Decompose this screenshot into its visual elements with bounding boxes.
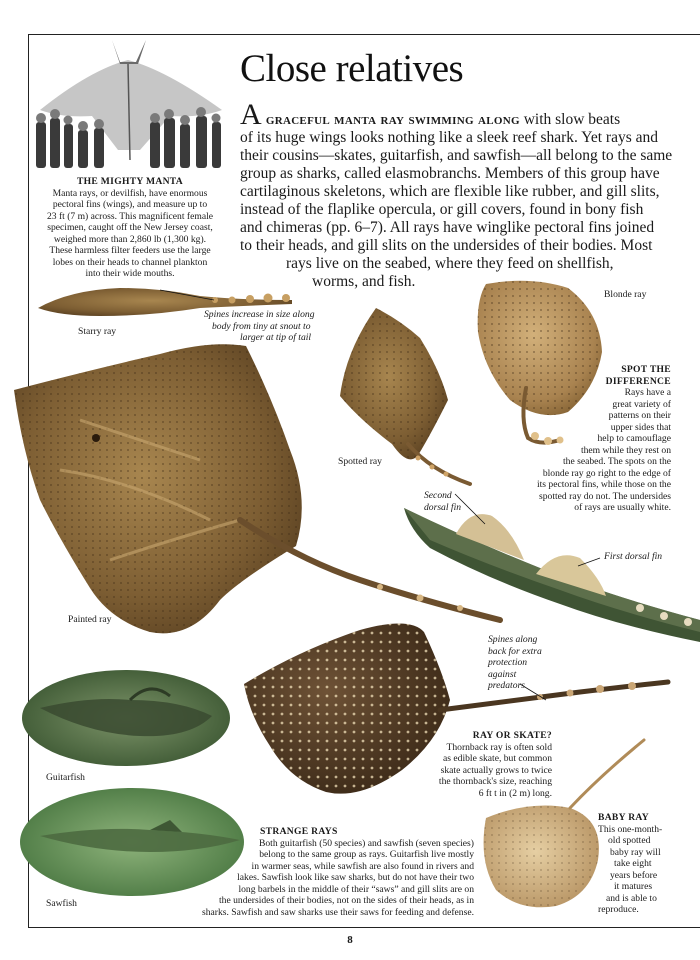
intro-line: of its huge wings looks nothing like a sleek reef shark. Yet rays and [240, 129, 659, 146]
intro-line: their cousins—skates, guitarfish, and sawfish—all belong to the same [240, 147, 673, 164]
baby-ray-caption: BABY RAY This one-month- old spotted baby ray will take eight years before it matures and is able to reproduce. [598, 812, 663, 915]
manta-caption: THE MIGHTY MANTA Manta rays, or devilfish, have enormous pectoral fins (wings), and measure up to 23 ft (7 m) across. This magnificent female specimen, caught off the New Jersey coast, weighed more than 2,860 lb (1,300 kg). These harmless filter feeders use the large lobes on their heads to channel plankton into their wide mouths. [30, 176, 230, 280]
intro-line: instead of the flaplike opercula, or gill covers, found in bony fish [240, 201, 644, 218]
ray-or-skate-caption: RAY OR SKATE? Thornback ray is often sold as edible skate, but common skate actually grows to twice the thornback's size, reaching 6 ft t in (2 m) long. [438, 730, 552, 799]
drop-cap: A [240, 98, 262, 131]
label-guitarfish: Guitarfish [46, 772, 85, 783]
intro-line-1: A graceful manta ray swimming along with slow beats [240, 98, 621, 131]
page-number: 8 [347, 934, 353, 946]
label-sawfish: Sawfish [46, 898, 77, 909]
page-title: Close relatives [240, 47, 464, 90]
dorsal-fin-ray-image [404, 494, 700, 642]
label-first-dorsal-fin: First dorsal fin [604, 551, 663, 562]
label-painted-ray: Painted ray [68, 614, 112, 625]
label-spotted-ray: Spotted ray [338, 456, 382, 467]
intro-line: to their heads, and gill slits on the undersides of their bodies. Most [240, 237, 653, 254]
label-starry-ray: Starry ray [78, 326, 117, 337]
intro-line: rays live on the seabed, where they feed on shellfish, [286, 255, 614, 272]
intro-lead: graceful manta ray swimming along [261, 111, 520, 128]
manta-photo [36, 40, 222, 168]
label-second-dorsal-fin: Second dorsal fin [424, 490, 462, 513]
strange-rays-caption: STRANGE RAYS Both guitarfish (50 species) and sawfish (seven species) belong to the same group as rays. Guitarfish live mostly in warmer seas, while sawfish are also found in rivers and lakes. Sawfish look like saw sharks, but do not have their two long barbels in the middle of their “saws” and gill slits are on the undersides of their bodies, not on the sides of their heads, as in sharks. Sawfish and saw sharks use their saws for feeding and defense. [201, 826, 474, 918]
intro-line: group as sharks, called elasmobranchs. Members of this group have [240, 165, 660, 182]
label-spines-back: Spines along back for extra protection against predators [488, 634, 542, 691]
intro-paragraph [240, 98, 680, 291]
label-blonde-ray: Blonde ray [604, 289, 647, 300]
spot-difference-caption: SPOT THE DIFFERENCE Rays have a great variety of patterns on their upper sides that help to camouflage them while they rest on the seabed. The spots on the blonde ray go right to the edge of its pectoral fins, while those on the spotted ray do not. The undersides of rays are usually white. [536, 364, 671, 513]
intro-line: cartilaginous skeletons, which are flexible like rubber, and gill slits, [240, 183, 660, 200]
intro-line: and chimeras (pp. 6–7). All rays have winglike pectoral fins joined [240, 219, 655, 236]
manta-heading: THE MIGHTY MANTA [76, 176, 184, 187]
intro-line: worms, and fish. [312, 273, 416, 290]
label-spines-tail: Spines increase in size along body from tiny at snout to larger at tip of tail [204, 309, 315, 343]
guitarfish-image [22, 670, 230, 766]
